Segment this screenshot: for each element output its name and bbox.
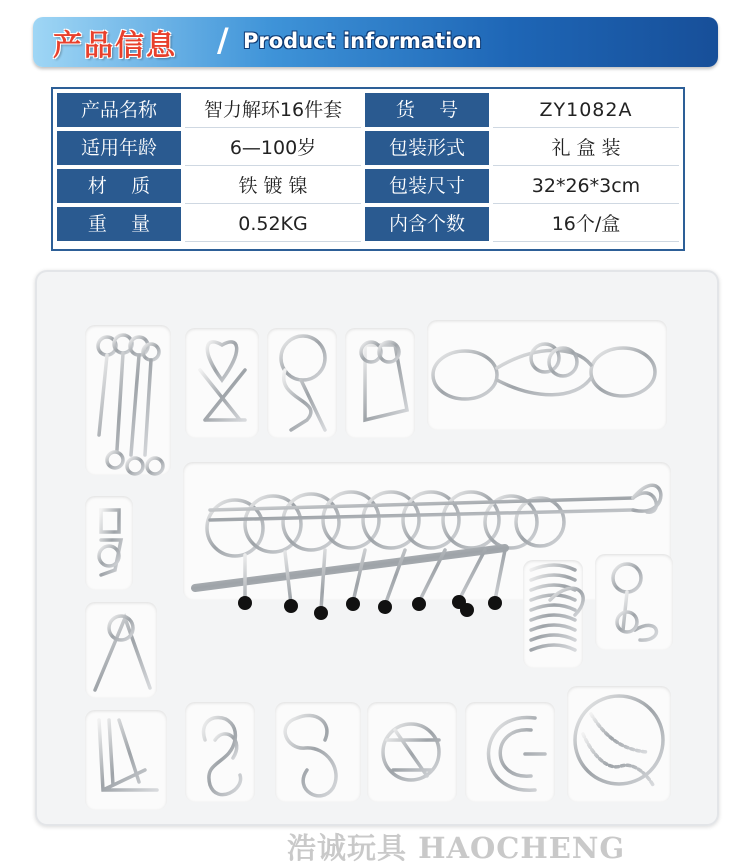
puzzle-chain-ring-icon [575,696,663,785]
spec-label: 货 号 [365,93,489,127]
puzzle-clip-icon [353,342,407,420]
spec-value: 智力解环16件套 [185,93,361,128]
puzzle-circle-bar-icon [383,724,439,780]
header-title-cn: 产品信息 [53,28,178,62]
metal-puzzle-tray-icon [35,270,719,826]
spec-row [57,93,679,127]
spec-label: 内含个数 [365,207,489,241]
spec-label: 重 量 [57,207,181,241]
spec-label: 产品名称 [57,93,181,127]
puzzle-v-shape-icon [99,720,157,790]
spec-label: 适用年龄 [57,131,181,165]
header-banner [33,17,718,67]
puzzle-hooks-icon [98,335,163,474]
puzzle-double-ring-icon [433,344,655,399]
brand-watermark: 浩诚玩具 HAOCHENG [287,831,626,865]
puzzle-snake-icon [281,336,325,430]
spec-value: ZY1082A [493,93,679,128]
spec-table [51,87,685,251]
puzzle-spring-icon [531,565,583,650]
spec-value: 0.52KG [185,207,361,242]
header-separator: / [217,21,229,59]
product-tray [35,270,719,826]
puzzle-heart-icon [200,342,245,420]
spec-row [57,207,679,241]
spec-label: 材 质 [57,169,181,203]
puzzle-nine-rings-icon [195,485,661,610]
spec-row [57,169,679,203]
puzzle-figure-eight-icon [285,715,336,795]
spec-row [57,131,679,165]
spec-label: 包装形式 [365,131,489,165]
puzzle-e-shape-icon [488,717,545,790]
spec-value: 32*26*3cm [493,169,679,204]
puzzle-loop-knot-icon [613,564,656,640]
spec-value: 6—100岁 [185,131,361,166]
spec-label: 包装尺寸 [365,169,489,203]
puzzle-hook-small-icon [99,510,121,575]
spec-value: 铁 镀 镍 [185,169,361,204]
spec-value: 礼 盒 装 [493,131,679,166]
spec-value: 16个/盒 [493,207,679,242]
header-title-en: Product information [243,29,482,53]
puzzle-triangle-icon [95,616,150,690]
puzzle-beads-icon [238,595,502,620]
puzzle-s-curve-icon [204,718,241,795]
